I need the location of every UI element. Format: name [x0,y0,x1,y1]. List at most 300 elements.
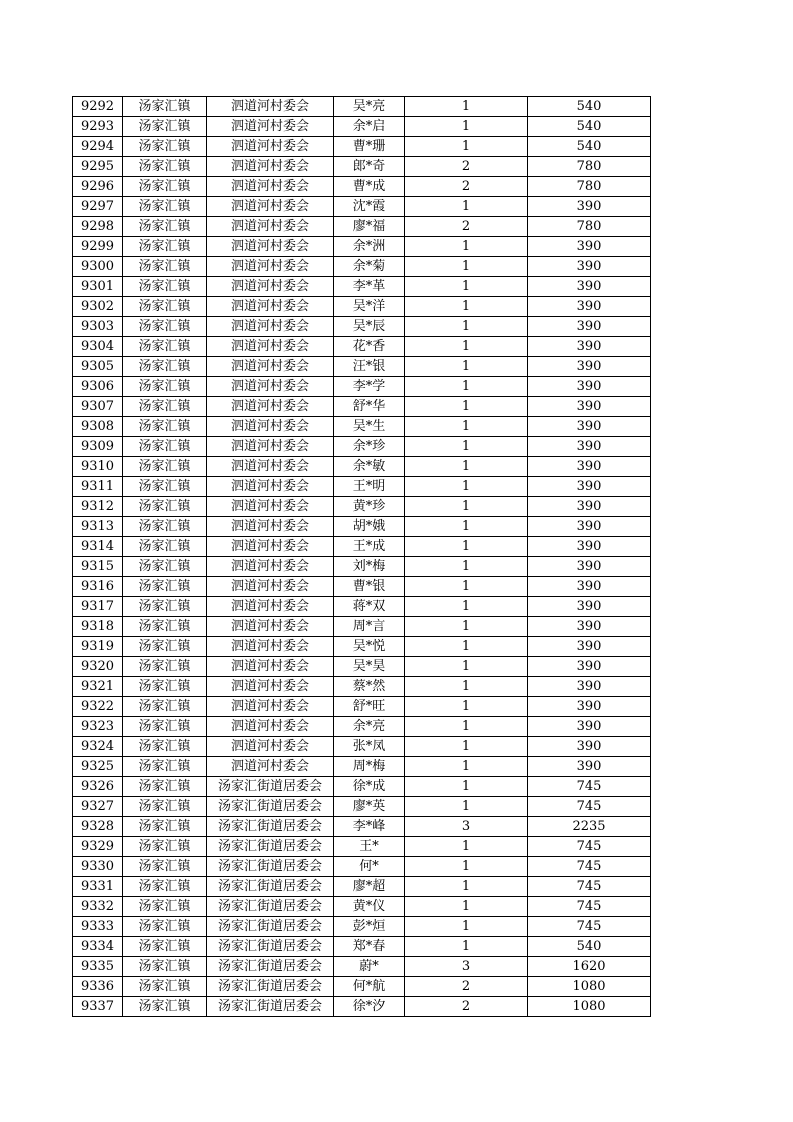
row-number-cell: 9317 [73,597,123,617]
table-row [73,717,651,737]
count-cell: 1 [405,657,528,677]
town-cell: 汤家汇镇 [123,97,207,117]
amount-cell: 390 [528,557,651,577]
committee-cell: 泗道河村委会 [207,197,334,217]
town-cell: 汤家汇镇 [123,137,207,157]
name-cell: 舒*旺 [334,697,405,717]
town-cell: 汤家汇镇 [123,737,207,757]
amount-cell: 390 [528,497,651,517]
row-number-cell: 9319 [73,637,123,657]
row-number-cell: 9304 [73,337,123,357]
amount-cell: 390 [528,457,651,477]
row-number-cell: 9330 [73,857,123,877]
name-cell: 蔚* [334,957,405,977]
row-number-cell: 9299 [73,237,123,257]
town-cell: 汤家汇镇 [123,437,207,457]
committee-cell: 泗道河村委会 [207,417,334,437]
town-cell: 汤家汇镇 [123,977,207,997]
row-number-cell: 9307 [73,397,123,417]
committee-cell: 汤家汇街道居委会 [207,857,334,877]
table-row [73,557,651,577]
amount-cell: 390 [528,397,651,417]
name-cell: 吴*昊 [334,657,405,677]
town-cell: 汤家汇镇 [123,217,207,237]
count-cell: 1 [405,257,528,277]
table-row [73,817,651,837]
row-number-cell: 9296 [73,177,123,197]
amount-cell: 780 [528,157,651,177]
town-cell: 汤家汇镇 [123,797,207,817]
table-row [73,437,651,457]
count-cell: 1 [405,537,528,557]
amount-cell: 745 [528,777,651,797]
name-cell: 曹*银 [334,577,405,597]
amount-cell: 1080 [528,997,651,1017]
amount-cell: 390 [528,617,651,637]
count-cell: 1 [405,237,528,257]
amount-cell: 390 [528,657,651,677]
table-row [73,537,651,557]
table-body [73,97,651,1017]
amount-cell: 390 [528,677,651,697]
committee-cell: 汤家汇街道居委会 [207,777,334,797]
committee-cell: 泗道河村委会 [207,297,334,317]
name-cell: 蔡*然 [334,677,405,697]
row-number-cell: 9315 [73,557,123,577]
town-cell: 汤家汇镇 [123,617,207,637]
amount-cell: 2235 [528,817,651,837]
name-cell: 沈*霞 [334,197,405,217]
table-row [73,297,651,317]
row-number-cell: 9297 [73,197,123,217]
count-cell: 2 [405,157,528,177]
count-cell: 1 [405,557,528,577]
amount-cell: 745 [528,877,651,897]
town-cell: 汤家汇镇 [123,177,207,197]
town-cell: 汤家汇镇 [123,117,207,137]
committee-cell: 泗道河村委会 [207,657,334,677]
committee-cell: 泗道河村委会 [207,457,334,477]
name-cell: 王*成 [334,537,405,557]
committee-cell: 泗道河村委会 [207,477,334,497]
table-row [73,357,651,377]
amount-cell: 390 [528,277,651,297]
name-cell: 徐*成 [334,777,405,797]
count-cell: 2 [405,997,528,1017]
committee-cell: 汤家汇街道居委会 [207,817,334,837]
name-cell: 余*菊 [334,257,405,277]
town-cell: 汤家汇镇 [123,297,207,317]
committee-cell: 泗道河村委会 [207,637,334,657]
count-cell: 1 [405,837,528,857]
name-cell: 何*航 [334,977,405,997]
row-number-cell: 9298 [73,217,123,237]
count-cell: 1 [405,717,528,737]
count-cell: 1 [405,417,528,437]
count-cell: 1 [405,277,528,297]
amount-cell: 390 [528,757,651,777]
amount-cell: 390 [528,357,651,377]
table-row [73,257,651,277]
row-number-cell: 9306 [73,377,123,397]
table-row [73,977,651,997]
count-cell: 1 [405,457,528,477]
town-cell: 汤家汇镇 [123,337,207,357]
name-cell: 余*亮 [334,717,405,737]
table-row [73,157,651,177]
table-row [73,997,651,1017]
committee-cell: 汤家汇街道居委会 [207,937,334,957]
table-row [73,477,651,497]
name-cell: 余*敏 [334,457,405,477]
amount-cell: 780 [528,217,651,237]
amount-cell: 390 [528,237,651,257]
row-number-cell: 9301 [73,277,123,297]
name-cell: 王*明 [334,477,405,497]
table-row [73,97,651,117]
table-row [73,377,651,397]
town-cell: 汤家汇镇 [123,577,207,597]
amount-cell: 1080 [528,977,651,997]
name-cell: 王* [334,837,405,857]
amount-cell: 390 [528,737,651,757]
name-cell: 张*凤 [334,737,405,757]
town-cell: 汤家汇镇 [123,317,207,337]
amount-cell: 745 [528,857,651,877]
row-number-cell: 9312 [73,497,123,517]
committee-cell: 泗道河村委会 [207,517,334,537]
count-cell: 1 [405,577,528,597]
table-row [73,597,651,617]
name-cell: 郑*春 [334,937,405,957]
count-cell: 3 [405,957,528,977]
row-number-cell: 9308 [73,417,123,437]
amount-cell: 390 [528,537,651,557]
committee-cell: 泗道河村委会 [207,617,334,637]
table-row [73,117,651,137]
town-cell: 汤家汇镇 [123,517,207,537]
table-row [73,197,651,217]
amount-cell: 390 [528,417,651,437]
table-row [73,637,651,657]
amount-cell: 745 [528,917,651,937]
town-cell: 汤家汇镇 [123,257,207,277]
count-cell: 1 [405,757,528,777]
count-cell: 1 [405,617,528,637]
row-number-cell: 9326 [73,777,123,797]
committee-cell: 泗道河村委会 [207,97,334,117]
amount-cell: 390 [528,717,651,737]
row-number-cell: 9300 [73,257,123,277]
row-number-cell: 9323 [73,717,123,737]
data-table [72,96,651,1017]
row-number-cell: 9310 [73,457,123,477]
row-number-cell: 9305 [73,357,123,377]
name-cell: 黄*珍 [334,497,405,517]
town-cell: 汤家汇镇 [123,857,207,877]
count-cell: 1 [405,317,528,337]
row-number-cell: 9302 [73,297,123,317]
count-cell: 1 [405,137,528,157]
row-number-cell: 9320 [73,657,123,677]
committee-cell: 泗道河村委会 [207,257,334,277]
town-cell: 汤家汇镇 [123,717,207,737]
committee-cell: 泗道河村委会 [207,697,334,717]
committee-cell: 泗道河村委会 [207,177,334,197]
count-cell: 1 [405,677,528,697]
table-row [73,697,651,717]
table-row [73,217,651,237]
name-cell: 吴*亮 [334,97,405,117]
row-number-cell: 9336 [73,977,123,997]
town-cell: 汤家汇镇 [123,477,207,497]
table-row [73,897,651,917]
committee-cell: 汤家汇街道居委会 [207,837,334,857]
table-row [73,917,651,937]
committee-cell: 泗道河村委会 [207,397,334,417]
committee-cell: 泗道河村委会 [207,737,334,757]
row-number-cell: 9321 [73,677,123,697]
table-row [73,677,651,697]
table-row [73,497,651,517]
count-cell: 1 [405,97,528,117]
town-cell: 汤家汇镇 [123,877,207,897]
committee-cell: 泗道河村委会 [207,557,334,577]
name-cell: 廖*福 [334,217,405,237]
town-cell: 汤家汇镇 [123,937,207,957]
name-cell: 曹*珊 [334,137,405,157]
table-row [73,797,651,817]
amount-cell: 390 [528,517,651,537]
amount-cell: 540 [528,97,651,117]
committee-cell: 泗道河村委会 [207,277,334,297]
count-cell: 1 [405,897,528,917]
amount-cell: 390 [528,337,651,357]
amount-cell: 540 [528,937,651,957]
row-number-cell: 9303 [73,317,123,337]
table-row [73,177,651,197]
table-row [73,737,651,757]
town-cell: 汤家汇镇 [123,497,207,517]
town-cell: 汤家汇镇 [123,957,207,977]
town-cell: 汤家汇镇 [123,277,207,297]
table-row [73,937,651,957]
town-cell: 汤家汇镇 [123,197,207,217]
town-cell: 汤家汇镇 [123,557,207,577]
name-cell: 花*香 [334,337,405,357]
town-cell: 汤家汇镇 [123,537,207,557]
town-cell: 汤家汇镇 [123,677,207,697]
row-number-cell: 9329 [73,837,123,857]
name-cell: 吴*洋 [334,297,405,317]
count-cell: 1 [405,117,528,137]
name-cell: 吴*生 [334,417,405,437]
name-cell: 余*珍 [334,437,405,457]
amount-cell: 745 [528,897,651,917]
amount-cell: 390 [528,477,651,497]
count-cell: 1 [405,637,528,657]
row-number-cell: 9314 [73,537,123,557]
table-row [73,837,651,857]
name-cell: 李*峰 [334,817,405,837]
name-cell: 徐*汐 [334,997,405,1017]
count-cell: 1 [405,917,528,937]
count-cell: 1 [405,937,528,957]
count-cell: 1 [405,877,528,897]
town-cell: 汤家汇镇 [123,637,207,657]
table-row [73,777,651,797]
town-cell: 汤家汇镇 [123,417,207,437]
committee-cell: 泗道河村委会 [207,677,334,697]
row-number-cell: 9322 [73,697,123,717]
committee-cell: 泗道河村委会 [207,157,334,177]
table-row [73,397,651,417]
amount-cell: 745 [528,837,651,857]
row-number-cell: 9331 [73,877,123,897]
name-cell: 吴*悦 [334,637,405,657]
name-cell: 舒*华 [334,397,405,417]
row-number-cell: 9293 [73,117,123,137]
row-number-cell: 9313 [73,517,123,537]
row-number-cell: 9325 [73,757,123,777]
table-row [73,957,651,977]
committee-cell: 泗道河村委会 [207,357,334,377]
table-row [73,277,651,297]
count-cell: 1 [405,377,528,397]
committee-cell: 泗道河村委会 [207,337,334,357]
row-number-cell: 9318 [73,617,123,637]
committee-cell: 泗道河村委会 [207,497,334,517]
name-cell: 胡*娥 [334,517,405,537]
count-cell: 1 [405,477,528,497]
name-cell: 彭*烜 [334,917,405,937]
name-cell: 何* [334,857,405,877]
row-number-cell: 9316 [73,577,123,597]
town-cell: 汤家汇镇 [123,777,207,797]
name-cell: 蒋*双 [334,597,405,617]
committee-cell: 泗道河村委会 [207,377,334,397]
table-row [73,757,651,777]
count-cell: 1 [405,777,528,797]
name-cell: 李*革 [334,277,405,297]
committee-cell: 泗道河村委会 [207,537,334,557]
name-cell: 吴*辰 [334,317,405,337]
name-cell: 廖*英 [334,797,405,817]
town-cell: 汤家汇镇 [123,597,207,617]
amount-cell: 1620 [528,957,651,977]
town-cell: 汤家汇镇 [123,397,207,417]
town-cell: 汤家汇镇 [123,357,207,377]
count-cell: 2 [405,217,528,237]
table-row [73,237,651,257]
name-cell: 廖*超 [334,877,405,897]
name-cell: 黄*仪 [334,897,405,917]
count-cell: 1 [405,737,528,757]
row-number-cell: 9333 [73,917,123,937]
table-row [73,137,651,157]
name-cell: 汪*银 [334,357,405,377]
count-cell: 1 [405,197,528,217]
committee-cell: 汤家汇街道居委会 [207,877,334,897]
row-number-cell: 9311 [73,477,123,497]
table-row [73,617,651,637]
name-cell: 余*启 [334,117,405,137]
count-cell: 1 [405,517,528,537]
committee-cell: 泗道河村委会 [207,237,334,257]
amount-cell: 390 [528,197,651,217]
table-row [73,337,651,357]
town-cell: 汤家汇镇 [123,157,207,177]
town-cell: 汤家汇镇 [123,657,207,677]
row-number-cell: 9332 [73,897,123,917]
committee-cell: 泗道河村委会 [207,117,334,137]
committee-cell: 泗道河村委会 [207,137,334,157]
row-number-cell: 9309 [73,437,123,457]
count-cell: 1 [405,857,528,877]
committee-cell: 泗道河村委会 [207,217,334,237]
name-cell: 刘*梅 [334,557,405,577]
amount-cell: 390 [528,697,651,717]
name-cell: 周*梅 [334,757,405,777]
count-cell: 1 [405,497,528,517]
table-row [73,317,651,337]
town-cell: 汤家汇镇 [123,917,207,937]
town-cell: 汤家汇镇 [123,377,207,397]
committee-cell: 泗道河村委会 [207,577,334,597]
amount-cell: 390 [528,377,651,397]
amount-cell: 390 [528,577,651,597]
row-number-cell: 9292 [73,97,123,117]
name-cell: 郎*奇 [334,157,405,177]
committee-cell: 汤家汇街道居委会 [207,797,334,817]
town-cell: 汤家汇镇 [123,997,207,1017]
committee-cell: 泗道河村委会 [207,717,334,737]
town-cell: 汤家汇镇 [123,817,207,837]
row-number-cell: 9335 [73,957,123,977]
amount-cell: 390 [528,637,651,657]
town-cell: 汤家汇镇 [123,837,207,857]
table-row [73,417,651,437]
table-row [73,457,651,477]
name-cell: 余*洲 [334,237,405,257]
count-cell: 1 [405,597,528,617]
committee-cell: 汤家汇街道居委会 [207,917,334,937]
town-cell: 汤家汇镇 [123,897,207,917]
name-cell: 曹*成 [334,177,405,197]
committee-cell: 汤家汇街道居委会 [207,957,334,977]
count-cell: 1 [405,297,528,317]
amount-cell: 540 [528,117,651,137]
row-number-cell: 9337 [73,997,123,1017]
name-cell: 周*言 [334,617,405,637]
table-row [73,657,651,677]
count-cell: 1 [405,437,528,457]
amount-cell: 540 [528,137,651,157]
table-row [73,857,651,877]
committee-cell: 泗道河村委会 [207,597,334,617]
count-cell: 1 [405,337,528,357]
row-number-cell: 9334 [73,937,123,957]
table-row [73,877,651,897]
committee-cell: 汤家汇街道居委会 [207,977,334,997]
town-cell: 汤家汇镇 [123,757,207,777]
town-cell: 汤家汇镇 [123,697,207,717]
row-number-cell: 9328 [73,817,123,837]
amount-cell: 390 [528,257,651,277]
committee-cell: 汤家汇街道居委会 [207,897,334,917]
count-cell: 2 [405,977,528,997]
committee-cell: 泗道河村委会 [207,317,334,337]
